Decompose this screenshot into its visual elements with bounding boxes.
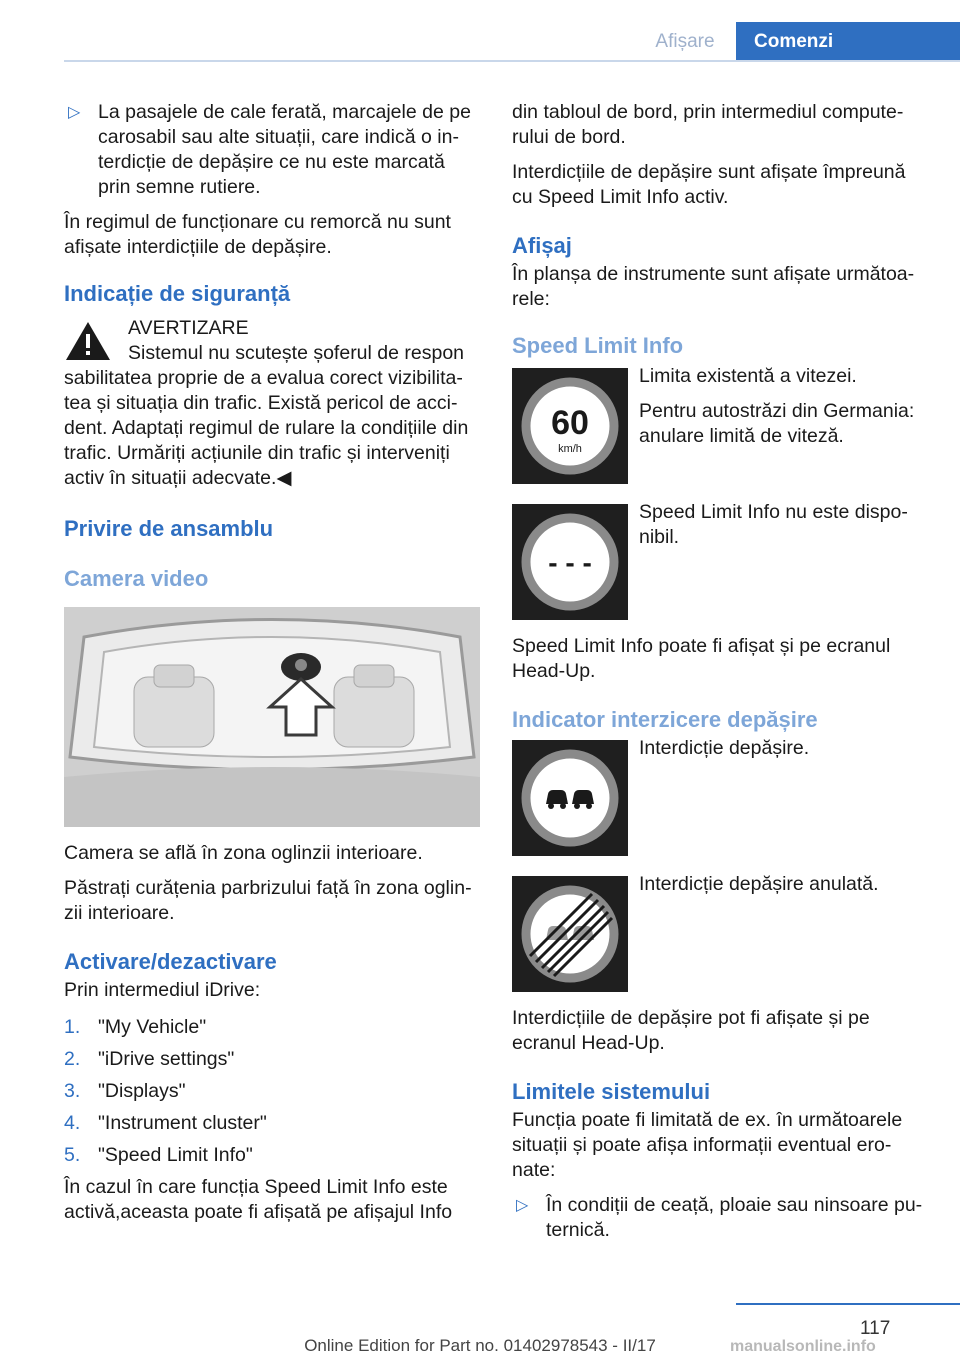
sign-end-no-overtake-text [639,872,929,907]
sign-end-no-overtake-line: Interdicție depășire anulată. [639,873,879,895]
list-item: 5. "Speed Limit Info" [64,1144,253,1166]
triangle-bullet-icon: ▷ [68,104,81,121]
speed-limit-60-icon [512,368,628,484]
heading-display: Afișaj [512,233,572,258]
list-item: 3. "Displays" [64,1080,186,1102]
sign-60-number: 60 [551,404,589,442]
paragraph-camera-clean: Păstrați curățenia parbrizului față în zona oglinzii interioare. [64,877,472,924]
header-rule [64,60,960,62]
warning-first-line: Sistemul nu scutește șoferul de respon [128,342,465,364]
warning-text: sabilitatea proprie de a evalua corect vizibilitatea și situația din trafic. Există pericol de accident. Adaptați regimul de rulare la condițiile din trafic. Urmăriți acțiunile din trafic și interveniți activ în situații adecvate.◀ [64,367,469,489]
paragraph-display: În planșa de instrumente sunt afișate următoarele: [512,263,915,310]
paragraph-limits: Funcția poate fi limitată de ex. în următoarele situații și poate afișa informații eventual eronate: [512,1109,903,1181]
heading-camera: Camera video [64,566,209,591]
sign-60-line1: Limita existentă a vitezei. [639,365,857,387]
footer-rule [736,1303,960,1305]
list-item: 2. "iDrive settings" [64,1048,235,1070]
steps-list [64,1015,480,1175]
paragraph-idrive: Prin intermediul iDrive: [64,979,261,1001]
header-tab-controls[interactable]: Comenzi [736,22,960,62]
list-item: 1. "My Vehicle" [64,1016,207,1038]
heading-overview: Privire de ansamblu [64,516,274,541]
sign-60-unit: km/h [558,443,582,455]
paragraph-active-display: În cazul în care funcția Speed Limit Info este activă,aceasta poate fi afișată pe afișajul Info [64,1176,453,1223]
paragraph-headup: Speed Limit Info poate fi afișat și pe ecranul Head-Up. [512,635,891,682]
edition-text: Online Edition for Part no. 01402978543 - II/17 [304,1336,656,1355]
sign-60-line2: Pentru autostrăzi din Germania: anulare limită de viteză. [639,400,915,447]
paragraph-trailer: În regimul de funcționare cu remorcă nu sunt afișate interdicțiile de depășire. [64,211,451,258]
bullet-text: În condiții de ceață, ploaie sau ninsoare puternică. [546,1194,923,1241]
sign-row-60 [512,365,928,484]
sign-60-text [639,364,929,459]
warning-block [64,316,480,366]
triangle-bullet-icon: ▷ [516,1197,529,1214]
sign-no-overtake-text [639,736,929,771]
header-tab-display[interactable]: Afișare [655,31,715,52]
right-column [512,100,928,1253]
warning-title: AVERTIZARE [128,317,249,339]
sign-row-no-overtake [512,737,928,856]
paragraph-continued: din tabloul de bord, prin intermediul computerului de bord. [512,101,904,148]
speed-limit-unavailable-icon [512,504,628,620]
camera-interior-image [64,607,480,827]
heading-overtake-indicator: Indicator interzicere depășire [512,707,818,732]
bullet-railway [64,100,480,200]
sign-row-unavailable [512,501,928,620]
warning-triangle-icon [64,320,112,362]
list-item: 4. "Instrument cluster" [64,1112,267,1134]
paragraph-overtake-headup: Interdicțiile de depășire pot fi afișate și pe ecranul Head-Up. [512,1007,870,1054]
sign-no-overtake-line: Interdicție depășire. [639,737,810,759]
sign-unavailable-line: Speed Limit Info nu este disponibil. [639,501,908,548]
heading-speed-limit-info: Speed Limit Info [512,333,684,358]
page-number: 117 [860,1318,891,1339]
watermark: manualsonline.info [730,1338,876,1355]
bullet-text: La pasajele de cale ferată, marcajele de pe carosabil sau alte situații, care indică o interdicție de depășire ce nu este marcată prin semne rutiere. [98,101,471,198]
end-no-overtaking-icon [512,876,628,992]
left-column [64,100,480,1235]
heading-activation: Activare/dezactivare [64,949,277,974]
heading-limits: Limitele sistemului [512,1079,711,1104]
sign-dashes: - - - [548,547,592,578]
paragraph-together: Interdicțiile de depășire sunt afișate împreună cu Speed Limit Info activ. [512,161,906,208]
paragraph-camera-location: Camera se află în zona oglinzii interioare. [64,842,423,864]
heading-safety: Indicație de siguranță [64,281,291,306]
no-overtaking-icon [512,740,628,856]
bullet-fog [512,1193,928,1243]
sign-row-end-no-overtake [512,873,928,992]
sign-unavailable-text [639,500,929,560]
